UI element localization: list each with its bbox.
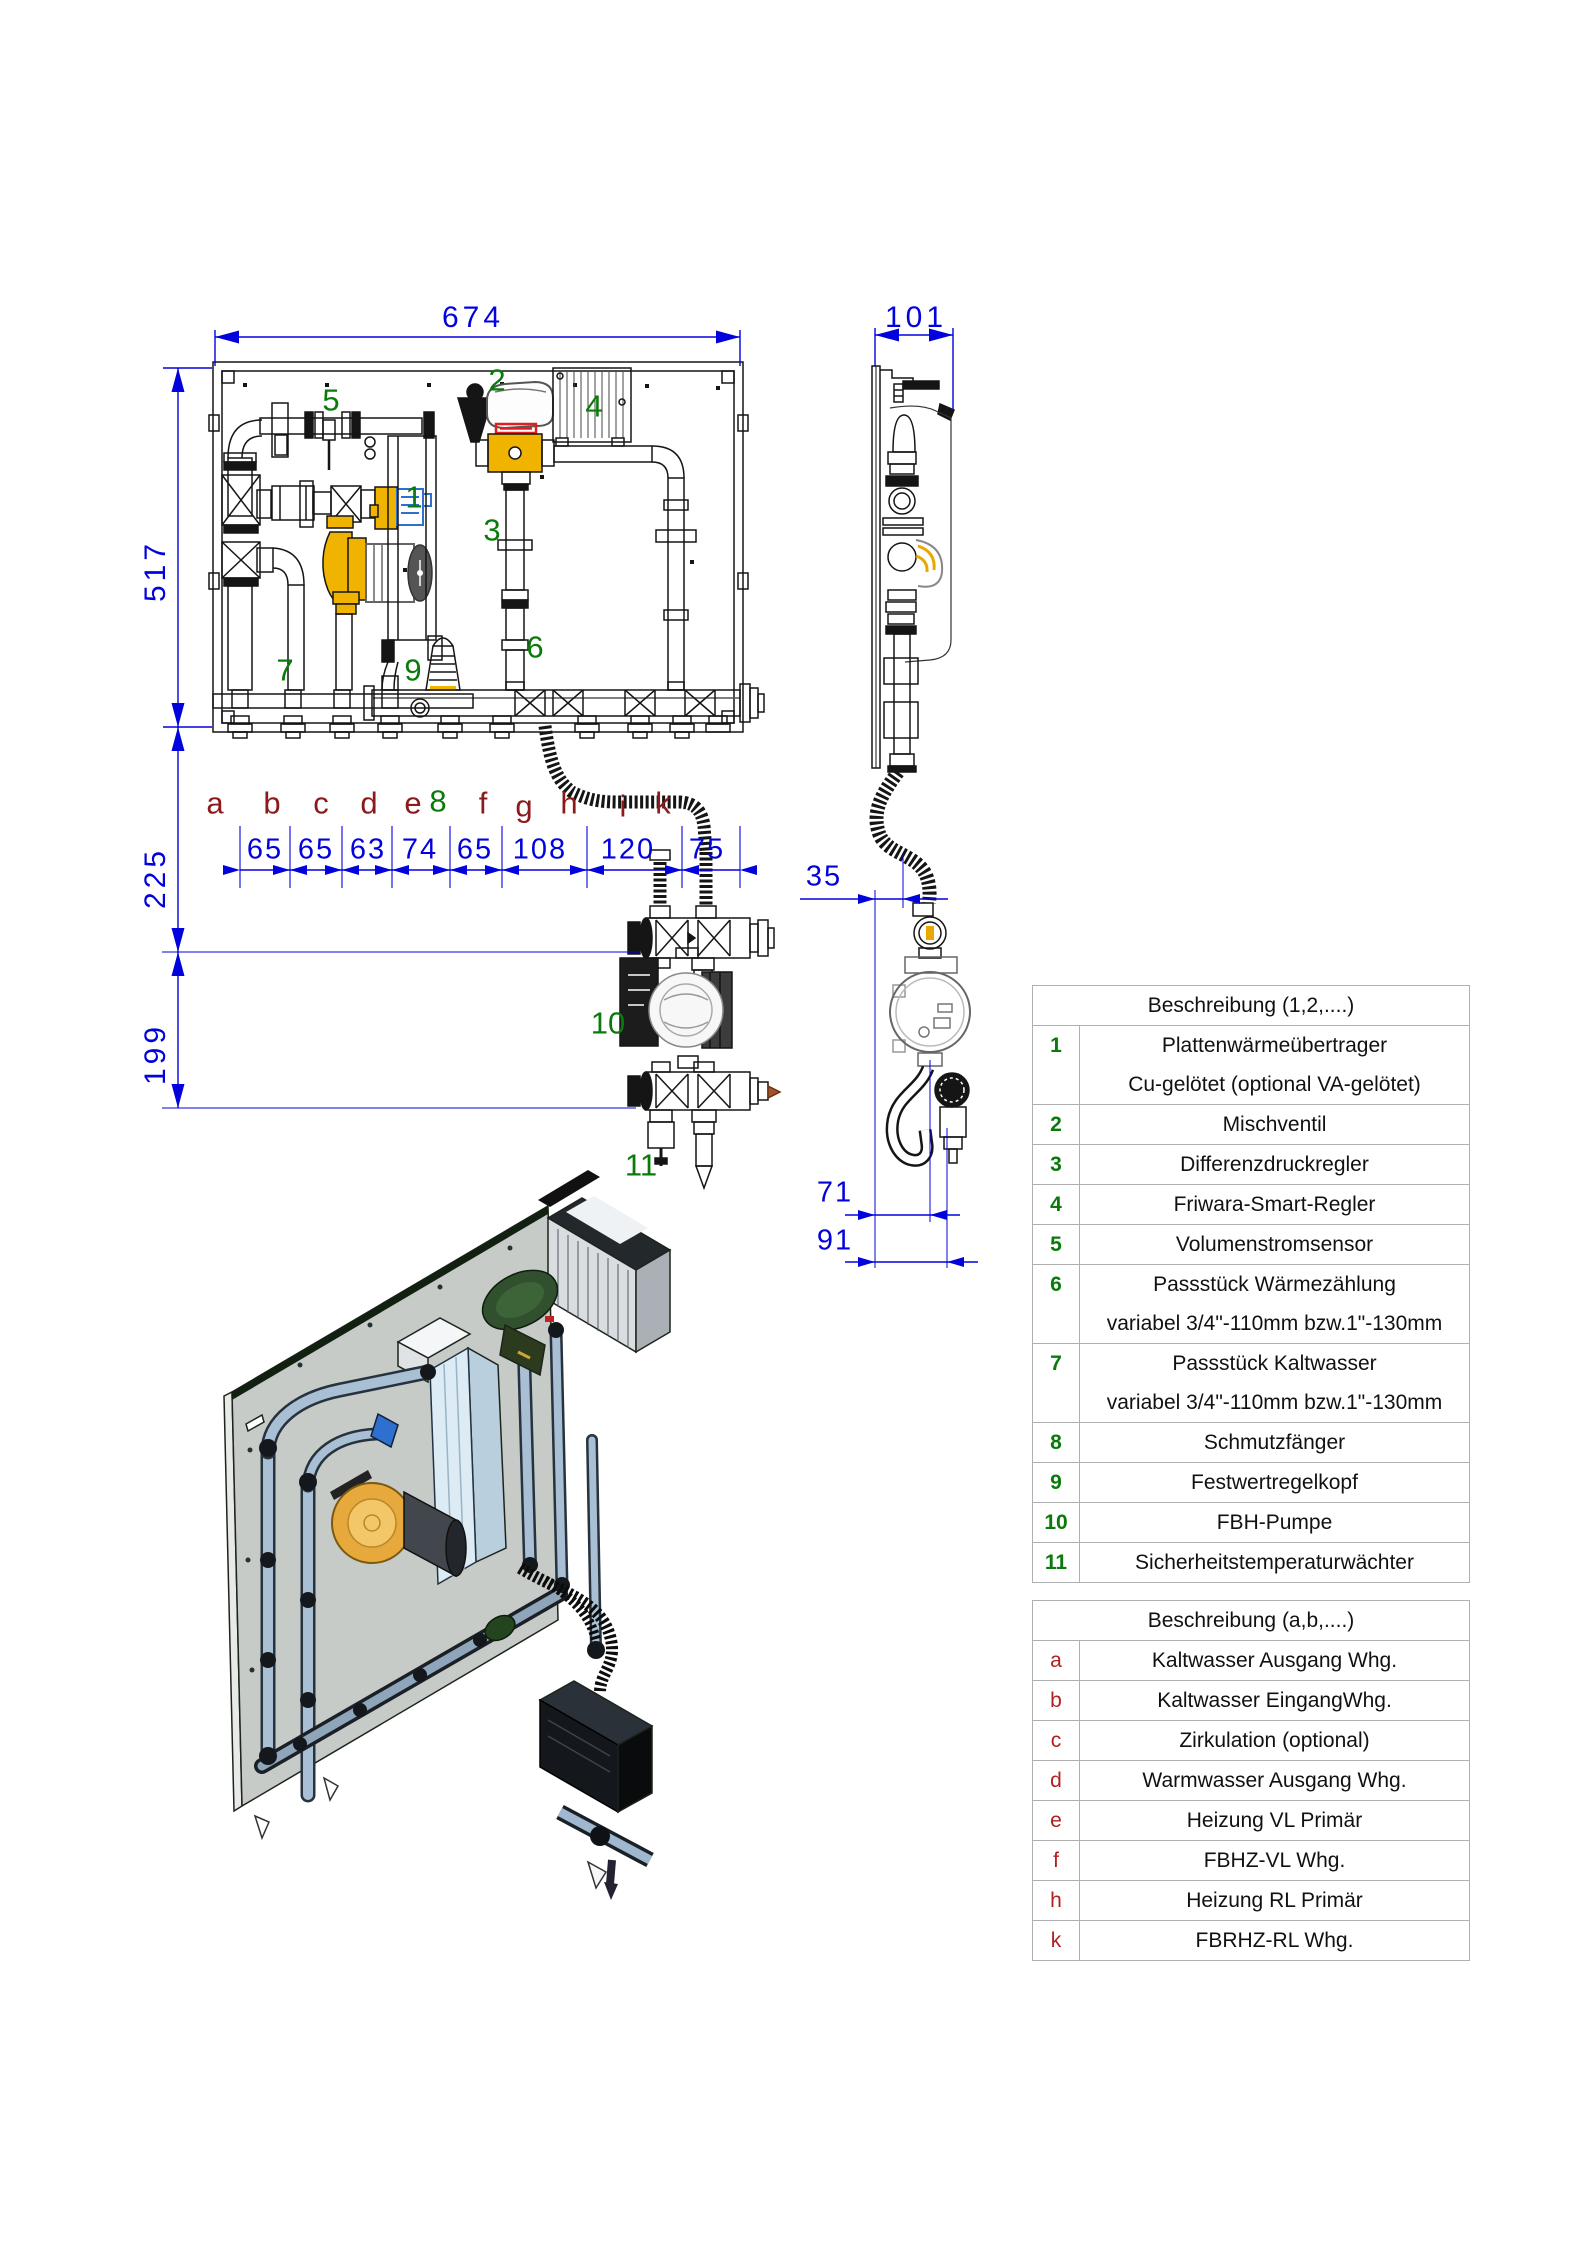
isometric-view	[224, 1170, 670, 1900]
parts-table	[1032, 985, 1470, 1583]
ports-table	[1032, 1600, 1470, 1961]
table-row: 1 Plattenwärmeübertrager Cu-gelötet (optional VA-gelötet)	[1033, 1025, 1469, 1104]
table-row: k FBRHZ-RL Whg.	[1033, 1920, 1469, 1960]
port-a: a	[206, 785, 224, 821]
table-row: f FBHZ-VL Whg.	[1033, 1840, 1469, 1880]
side-hose	[876, 772, 933, 916]
port-d: d	[360, 785, 378, 821]
table-row: 9 Festwertregelkopf	[1033, 1462, 1469, 1502]
port-g: g	[515, 788, 533, 824]
side-view	[872, 366, 954, 772]
dim-side-b: 91	[816, 1224, 854, 1257]
dim-side-depth: 101	[884, 301, 948, 334]
port-c: c	[313, 785, 329, 821]
dim-segment-4: 74	[401, 833, 439, 866]
table-row: 4 Friwara-Smart-Regler	[1033, 1184, 1469, 1224]
port-e: e	[404, 785, 422, 821]
dim-segment-1: 65	[246, 833, 284, 866]
table-row: 10 FBH-Pumpe	[1033, 1502, 1469, 1542]
dim-segment-6: 108	[512, 833, 568, 866]
table-row: 5 Volumenstromsensor	[1033, 1224, 1469, 1264]
table-row: c Zirkulation (optional)	[1033, 1720, 1469, 1760]
table-row: 3 Differenzdruckregler	[1033, 1144, 1469, 1184]
callout-11: 11	[624, 1147, 658, 1183]
table-row: 2 Mischventil	[1033, 1104, 1469, 1144]
dim-segment-7: 120	[600, 833, 656, 866]
callout-10: 10	[590, 1005, 626, 1041]
table-row: b Kaltwasser EingangWhg.	[1033, 1680, 1469, 1720]
port-h: h	[560, 785, 578, 821]
dim-side-a: 71	[816, 1176, 854, 1209]
table-row: 6 Passstück Wärmezählung variabel 3/4"-110mm bzw.1"-130mm	[1033, 1264, 1469, 1343]
dim-segment-2: 65	[297, 833, 335, 866]
dim-offset-mid: 225	[139, 846, 172, 910]
dim-segment-3: 63	[349, 833, 387, 866]
ports-table-title: Beschreibung (a,b,....)	[1147, 1609, 1355, 1632]
callout-1: 1	[405, 479, 423, 515]
table-row: 8 Schmutzfänger	[1033, 1422, 1469, 1462]
table-row: 7 Passstück Kaltwasser variabel 3/4"-110mm bzw.1"-130mm	[1033, 1343, 1469, 1422]
dim-offset-low: 199	[139, 1022, 172, 1086]
port-f: f	[478, 785, 488, 821]
dim-front-width: 674	[441, 301, 505, 334]
table-row: d Warmwasser Ausgang Whg.	[1033, 1760, 1469, 1800]
callout-7: 7	[276, 652, 294, 688]
port-i: i	[619, 788, 627, 824]
table-row: h Heizung RL Primär	[1033, 1880, 1469, 1920]
bottom-assembly	[620, 906, 780, 1188]
table-row: 11 Sicherheitstemperaturwächter	[1033, 1542, 1469, 1582]
callout-8: 8	[429, 783, 447, 819]
parts-table-title: Beschreibung (1,2,....)	[1147, 994, 1355, 1017]
callout-9: 9	[404, 652, 422, 688]
callout-3: 3	[483, 512, 501, 548]
callout-6: 6	[526, 629, 544, 665]
port-b: b	[263, 785, 281, 821]
callout-2: 2	[488, 362, 506, 398]
port-k: k	[655, 785, 671, 821]
dim-hose-offset: 35	[805, 860, 843, 893]
table-row: e Heizung VL Primär	[1033, 1800, 1469, 1840]
callout-5: 5	[322, 382, 340, 418]
dim-segment-8: 75	[688, 833, 726, 866]
table-row: a Kaltwasser Ausgang Whg.	[1033, 1640, 1469, 1680]
dim-front-height: 517	[139, 539, 172, 603]
callout-4: 4	[585, 388, 603, 424]
dim-segment-5: 65	[456, 833, 494, 866]
